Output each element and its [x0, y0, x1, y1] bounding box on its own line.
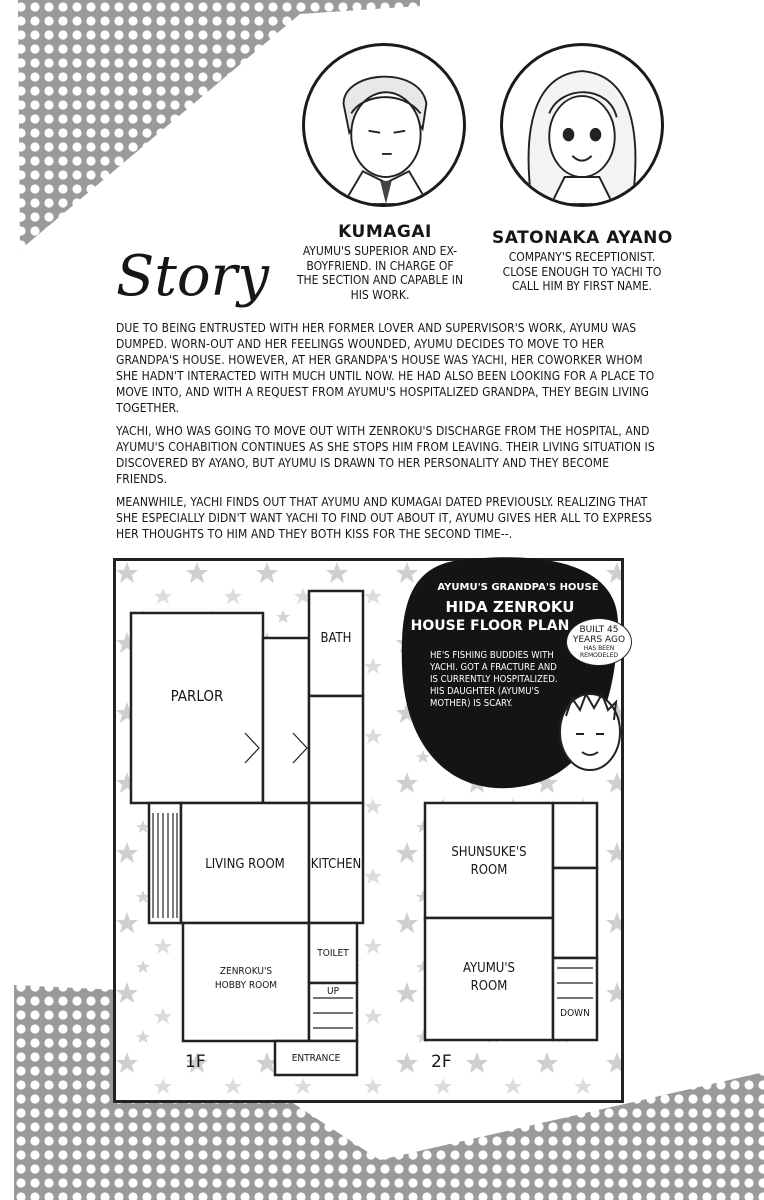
down-label: DOWN [560, 1008, 590, 1019]
first-floor-label: 1F [185, 1052, 206, 1072]
parlor-room [131, 613, 263, 803]
up-label: UP [326, 986, 339, 997]
built-badge [566, 618, 632, 666]
floor-plan-subtitle: AYUMU'S GRANDPA'S HOUSE [437, 582, 599, 593]
shunsuke-room-label-1: SHUNSUKE'S [451, 845, 527, 860]
badge-line-2: YEARS AGO [572, 635, 626, 645]
story-paragraph-2: YACHI, WHO WAS GOING TO MOVE OUT WITH ZENROKU'S DISCHARGE FROM THE HOSPITAL, AND AYUMU'S COHABITION CONTINUES AS SHE STOPS HIM FROM LEAVING. THEIR LIVING SITUATION IS DISCOVERED BY AYANO, BUT AYUMU IS DRAWN TO HER PERSONALITY AND THEY BECOME FRIENDS. [116, 424, 655, 486]
kitchen-label: KITCHEN [310, 857, 362, 872]
ayano-portrait [500, 43, 664, 207]
floor-plan-title-2: HOUSE FLOOR PLAN [410, 618, 570, 634]
stair-strip [149, 803, 181, 923]
entrance-label: ENTRANCE [291, 1053, 341, 1064]
floor-plan-title-1: HIDA ZENROKU [445, 598, 575, 616]
story-paragraph-1: DUE TO BEING ENTRUSTED WITH HER FORMER LOVER AND SUPERVISOR'S WORK, AYUMU WAS DUMPED. WORN-OUT AND HER FEELINGS WOUNDED, AYUMU DECIDES TO MOVE TO HER GRANDPA'S HOUSE. HOWEVER, AT HER GRANDPA'S HOUSE WAS YACHI, HER COWORKER WHOM SHE HADN'T INTERACTED WITH MUCH UNTIL NOW. HE HAD ALSO BEEN LOOKING FOR A PLACE TO MOVE INTO, AND WITH A REQUEST FROM AYUMU'S HOSPITALIZED GRANDPA, THEY BEGIN LIVING TOGETHER. [116, 321, 655, 415]
badge-line-1: BUILT 45 [579, 625, 619, 635]
second-floor-label: 2F [431, 1052, 452, 1072]
story-paragraph-3: MEANWHILE, YACHI FINDS OUT THAT AYUMU AND KUMAGAI DATED PREVIOUSLY. REALIZING THAT SHE ESPECIALLY DIDN'T WANT YACHI TO FIND OUT ABOUT IT, AYUMU GIVES HER ALL TO EXPRESS HER THOUGHTS TO HIM AND THEY BOTH KISS FOR THE SECOND TIME--. [116, 495, 653, 541]
badge-line-3: HAS BEEN REMODELED [579, 645, 619, 659]
ayano-description: COMPANY'S RECEPTIONIST. CLOSE ENOUGH TO YACHI TO CALL HIM BY FIRST NAME. [502, 250, 662, 293]
ayumu-room-label-1: AYUMU'S [463, 961, 515, 976]
hobby-room-label-1: ZENROKU'S [219, 966, 273, 977]
ayumu-room-label-2: ROOM [470, 979, 508, 994]
bath-label: BATH [320, 631, 352, 646]
living-room-label: LIVING ROOM [205, 857, 285, 872]
grandpa-face-icon [556, 676, 624, 776]
grandpa-note: HE'S FISHING BUDDIES WITH YACHI. GOT A FRACTURE AND IS CURRENTLY HOSPITALIZED. HIS DAUGHTER (AYUMU'S MOTHER) IS SCARY. [430, 650, 558, 709]
kumagai-portrait [302, 43, 466, 207]
ayano-name: SATONAKA AYANO [492, 228, 673, 248]
parlor-label: PARLOR [170, 687, 224, 705]
kumagai-description: AYUMU'S SUPERIOR AND EX-BOYFRIEND. IN CHARGE OF THE SECTION AND CAPABLE IN HIS WORK. [296, 244, 464, 302]
kumagai-name: KUMAGAI [338, 222, 432, 242]
shunsuke-room-label-2: ROOM [470, 863, 508, 878]
toilet-label: TOILET [317, 948, 349, 959]
story-text [116, 320, 661, 549]
story-title: Story [116, 244, 269, 309]
hobby-room-label-2: HOBBY ROOM [214, 980, 278, 991]
